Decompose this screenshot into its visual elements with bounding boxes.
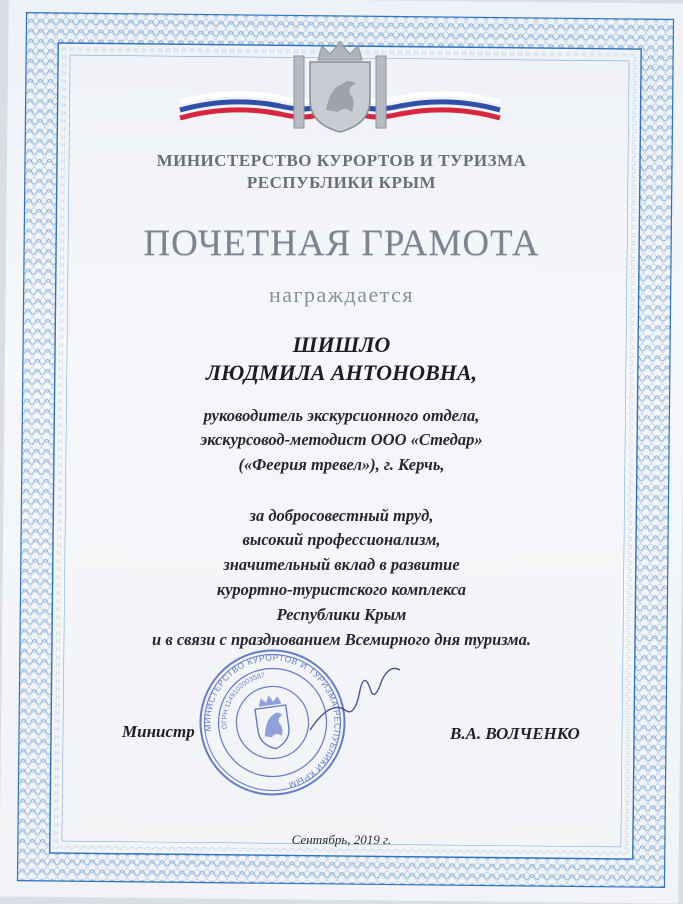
position-line: руководитель экскурсионного отдела, [203,406,480,425]
reason-line: Республики Крым [276,605,407,624]
awarded-label: награждается [268,282,414,307]
position-line: («Феерия тревел»), г. Керчь, [238,455,445,474]
issue-date: Сентябрь, 2019 г. [291,832,392,847]
signatory-role: Министр [122,722,195,741]
reason-line: значительный вклад в развитие [223,555,460,574]
crimea-emblem [170,40,510,140]
reason-line: высокий профессионализм, [242,530,441,549]
recipient-surname: ШИШЛО [292,332,391,357]
ministry-name-line2: РЕСПУБЛИКИ КРЫМ [246,173,437,192]
stamp-outer-text: МИНИСТЕРСТВО КУРОРТОВ И ТУРИЗМА РЕСПУБЛИКИ КРЫМ [202,652,343,791]
handwritten-signature [300,660,410,740]
recipient-name: ЛЮДМИЛА АНТОНОВНА, [205,360,478,385]
certificate-title: ПОЧЕТНАЯ ГРАМОТА [143,223,540,264]
ministry-name-line1: МИНИСТЕРСТВО КУРОРТОВ И ТУРИЗМА [156,151,527,170]
signatory-name: В.А. ВОЛЧЕНКО [450,724,580,743]
position-line: экскурсовод-методист ООО «Стедар» [200,430,483,449]
stamp-inner-text: ОГРН 1149102003587 [221,672,266,730]
reason-line: за добросовестный труд, [249,506,434,525]
reason-line: курортно-туристского комплекса [216,580,467,599]
reason-line: и в связи с празднованием Всемирного дня туризма. [152,630,531,649]
